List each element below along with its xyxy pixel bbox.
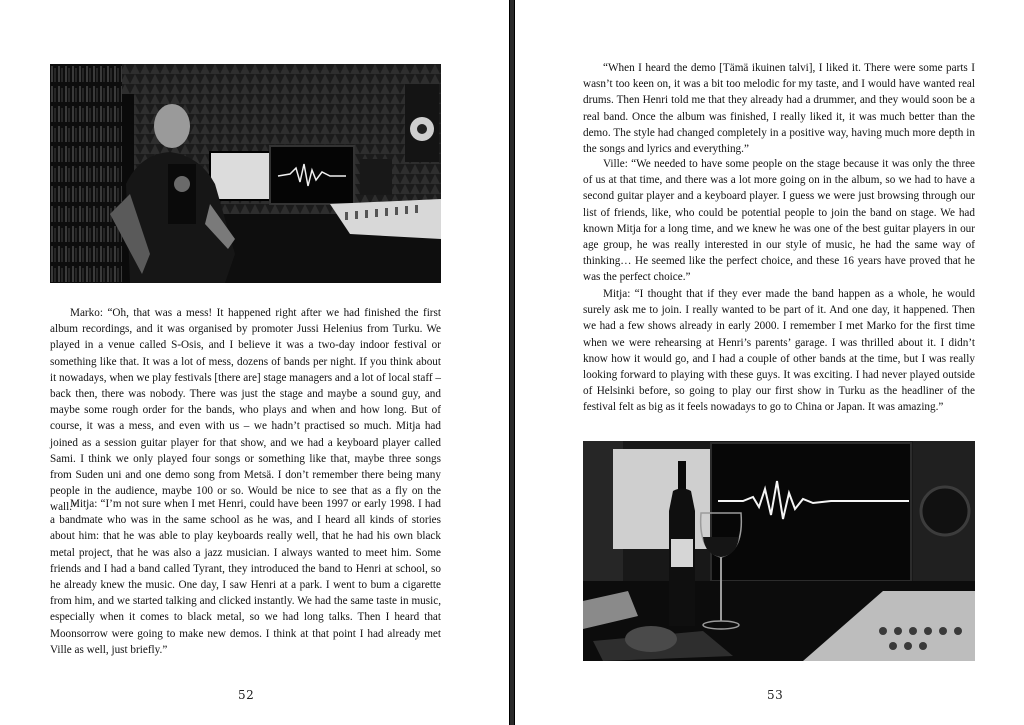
left-page [0, 0, 510, 725]
paragraph-ville: Ville: “We needed to have some people on the stage because it was only the three of us at that time, and there was a lot more going on in the album, so we had to have a second guitar player and a keyboard player. I guess we were just browsing through our list of friends, like, who could be potential people to join the band on stage. We had known Mitja for a long time, and we knew he was one of the best guitar players in our age group, he was really interested in our style of music, he had the same way of thinking… He seemed like the perfect choice, and these 16 years have proved that he was the perfect choice.” [583, 158, 975, 284]
studio-portrait-photo [50, 64, 441, 283]
page-number: 52 [238, 688, 255, 702]
paragraph-demo: “When I heard the demo [Tämä ikuinen talvi], I liked it. There were some parts I wasn’t too keen on, it was a bit too melodic for my taste, and I would have wanted real drums. Then Henri told me that they already had a drummer, and they would soon be a real band. Once the album was finished, I really liked it, it was much better than the demo. The style had changed completely in a positive way, having much more depth in the songs and lyrics and everything.” [583, 62, 975, 156]
studio-wine-photo [583, 441, 975, 661]
paragraph-mitja: Mitja: “I’m not sure when I met Henri, could have been 1997 or early 1998. I had a bandmate who was in the same school as he was, and I heard all kinds of stories about him: that he was able to play keyboards really well, that he had his own black metal project, that he was also a jazz musician. I always wanted to meet him. Some friends and I had a band called Tyrant, they introduced the band to Henri at school, so he already knew the music. One day, I saw Henri at a park. I went to bum a cigarette from him, and we started talking and clicked instantly. We had the same taste in music, especially when it comes to black metal, so we had long talks. Then I heard that Moonsorrow were going to make new demos. I think at that point I had already met Ville as well, just briefly.” [50, 498, 441, 656]
paragraph-mitja-join: Mitja: “I thought that if they ever made the band happen as a whole, he would surely ask me to join. I really wanted to be part of it. And one day, it happened. Then we had a few shows already in early 2000. I remember I met Marko for the first time when we were rehearsing at Henri’s parents’ garage. I was thrilled about it. I didn’t know how it would go, and I had a couple of other bands at the time, but I was really looking forward to playing with these guys. It was exciting. I had never played outside of Helsinki before, so going to play our first show in Turku as the headliner of the festival felt as big as it feels nowadays to go to China or Japan. It was amazing.” [583, 288, 975, 414]
right-page [514, 0, 1024, 725]
page-number: 53 [767, 688, 784, 702]
paragraph-marko: Marko: “Oh, that was a mess! It happened right after we had finished the first album recordings, and it was organised by promoter Jussi Helenius from Turku. We played in a venue called S-Osis, and I believe it was a two-day indoor festival or something like that. It was a lot of mess, dozens of bands per night. If you think about it nowadays, when we play festivals [there are] stage managers and a lot of local staff – back then, there was nobody. There was just the stage and maybe a sound guy, and maybe some rough order for the bands, who plays and when and how long. But of course, it was a mess, and even with us – we hadn’t practised so much. Mitja had joined as a session guitar player for that show, and we had a keyboard player called Sami. I think we only played four songs or something like that, maybe three songs from Suden uni and one demo song from Metsä. I don’t remember there being many people in the audience, maybe 100 or so. Would be nice to see that as a fly on the wall.” [50, 307, 441, 514]
